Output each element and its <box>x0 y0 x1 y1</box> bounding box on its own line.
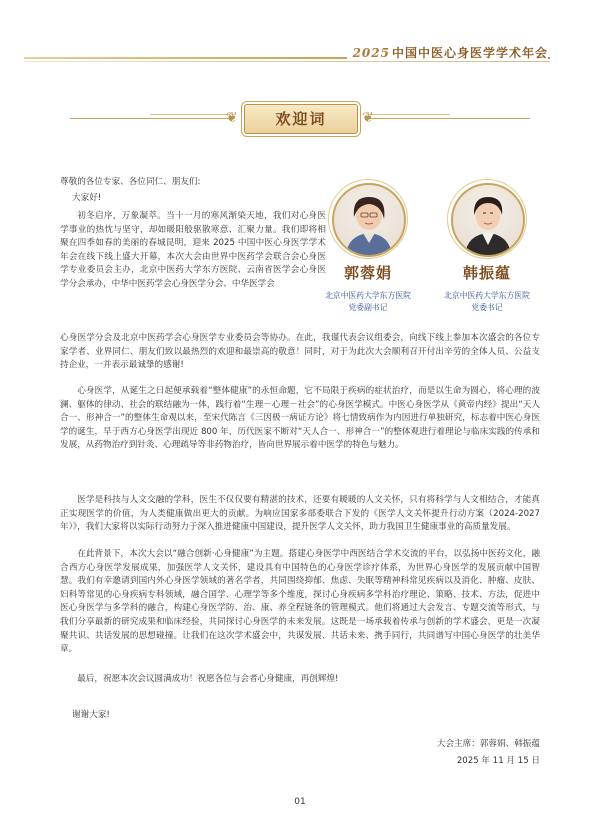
speaker-portrait-guo <box>332 183 406 257</box>
paragraph-3: 医学是科技与人文交融的学科，医生不仅仅要有精湛的技术，还要有暖暖的人文关怀，只有将科学与人文相结合，才能真正实现医学的价值，为人类健康做出更大的贡献。为响应国家多部委联合下发的《医学人文关怀提升行动方案（2024-2027年）》，我们大家将以实际行动努力于深入推进健康中国建设，提升医学人文关怀，助力我国卫生健康事业的高质量发展。 <box>60 495 540 533</box>
banner-rule-right <box>370 118 530 119</box>
letter-date: 2025 年 11 月 15 日 <box>456 756 540 766</box>
paragraph-1-top: 初冬启序，万象凝萃。当十一月的寒风渐染天地，我们对心身医学事业的热忱与坚守，却如暖阳般驱散寒意、汇聚力量。我们即将相聚在四季如春的美丽的春城昆明，迎来 2025 中国中医心身医学学术年会在线下线上盛大开幕，本次大会由世界中医药学会联合会心身医学专业委员会主办，北京中医药大学东方医院、云南省医学会心身医学分会承办，中华中医药学会心身医学分会、中华医学会 <box>60 211 326 289</box>
speaker-org-guo: 北京中医药大学东方医院 <box>325 291 411 300</box>
banner-rule-left <box>70 118 230 119</box>
salutation: 尊敬的各位专家、各位同仁、朋友们: <box>60 177 201 187</box>
speaker-name-guo: 郭蓉娟 <box>343 264 392 282</box>
banner-rule-left-upper <box>150 114 230 115</box>
welcome-title: 欢迎词 <box>244 104 358 134</box>
flourish-left-icon: ❦ <box>226 110 238 126</box>
header-title-text: 中国中医心身医学学术年会 <box>391 46 548 60</box>
speaker-name-han: 韩振蕴 <box>462 264 511 282</box>
banner-rule-right-upper <box>370 114 450 115</box>
header-rule-thin <box>24 61 550 62</box>
conference-header <box>347 44 548 61</box>
header-year: 2025 <box>352 46 390 60</box>
speaker-org-han: 北京中医药大学东方医院 <box>444 291 530 300</box>
greeting: 大家好! <box>72 193 102 203</box>
paragraph-5: 最后，祝愿本次会议圆满成功！祝愿各位与会者心身健康，再创辉煌! <box>77 674 339 684</box>
paragraph-2: 心身医学，从诞生之日起便承载着“整体健康”的永恒命题，它不局限于疾病的症状治疗，而是以生命为圆心，将心理的波澜、躯体的律动、社会的联结融为一体，践行着“生理－心理－社会”的心身医学模式。中医心身医学从《黄帝内经》提出“天人合一、形神合一”的整体生命观以来，至宋代陈言《三因极一病证方论》将七情致病作为内因进行单独研究，标志着中医心身医学的诞生，早于西方心身医学出现近 800 年，历代医家不断对“天人合一、形神合一”的整体观进行着理论与临床实践的传承和发展，从药物治疗到针灸、心理疏导等非药物治疗，皆向世界展示着中医学的特色与魅力。 <box>60 386 540 451</box>
speaker-position-han: 党委书记 <box>471 303 503 312</box>
page-number: 01 <box>294 797 306 807</box>
paragraph-4: 在此背景下，本次大会以“融合创新·心身健康”为主题。搭建心身医学中西医结合学术交流的平台，以弘扬中医药文化，融合西方心身医学发展成果，加强医学人文关怀，建设具有中国特色的心身医学诊疗体系，为世界心身医学的发展贡献中国智慧。我们有幸邀请到国内外心身医学领域的著名学者，共同围绕抑郁、焦虑、失眠等精神科常见疾病以及消化、肿瘤、皮肤、妇科等常见的心身疾病专科领域，融合国学、心理学等多个维度，探讨心身疾病多学科治疗理论、策略、技术、方法，促进中医心身医学与多学科的融合，构建心身医学防、治、康、养全程链条的管理模式。他们将通过大会发言、专题交流等形式，与我们分享最新的研究成果和临床经验，共同探讨心身医学的未来发展。这既是一场承载着传承与创新的学术盛会，更是一次凝聚共识、共话发展的思想碰撞。让我们在这次学术盛会中，共谋发展、共话未来、携手同行，共同谱写中国心身医学的壮美华章。 <box>60 549 540 655</box>
closing-thanks: 谢谢大家! <box>72 710 110 720</box>
speaker-portrait-han <box>451 183 525 257</box>
speaker-position-guo: 党委副书记 <box>348 303 388 312</box>
paragraph-1-bottom: 心身医学分会及北京中医药学会心身医学专业委员会等协办。在此，我谨代表会议组委会，向线下线上参加本次盛会的各位专家学者、业界同仁、朋友们致以最热烈的欢迎和最崇高的敬意！同时，对于为此次大会顺利召开付出辛劳的全体人员、公益支持企业，一并表示最诚挚的感谢! <box>60 333 540 371</box>
flourish-right-icon: ❦ <box>362 110 374 126</box>
signature: 大会主席：郭蓉娟、韩振蕴 <box>436 739 540 749</box>
